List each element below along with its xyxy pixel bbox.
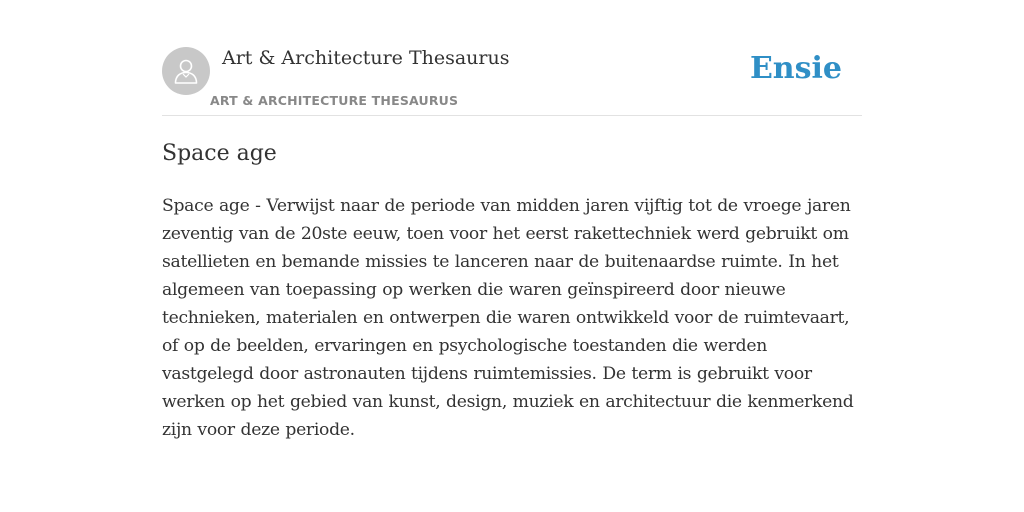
- definition-card: [162, 0, 862, 512]
- article-title: Space age: [162, 141, 277, 166]
- author-subtitle[interactable]: ART & ARCHITECTURE THESAURUS: [210, 93, 459, 108]
- header-divider: [162, 115, 862, 116]
- author-name[interactable]: Art & Architecture Thesaurus: [222, 47, 510, 69]
- article-body: Space age - Verwijst naar de periode van midden jaren vijftig tot de vroege jaren zeventig van de 20ste eeuw, toen voor het eerst rakettechniek werd gebruikt om satellieten en bemande missies te lanceren naar de buitenaardse ruimte. In het algemeen van toepassing op werken die waren geïnspireerd door nieuwe technieken, materialen en ontwerpen die waren ontwikkeld voor de ruimtevaart, of op de beelden, ervaringen en psychologische toestanden die werden vastgelegd door astronauten tijdens ruimtemissies. De term is gebruikt voor werken op het gebied van kunst, design, muziek en architectuur die kenmerkend zijn voor deze periode.: [162, 196, 854, 440]
- ensie-logo-link[interactable]: Ensie: [749, 51, 842, 86]
- user-icon: [172, 57, 200, 85]
- avatar[interactable]: [162, 47, 210, 95]
